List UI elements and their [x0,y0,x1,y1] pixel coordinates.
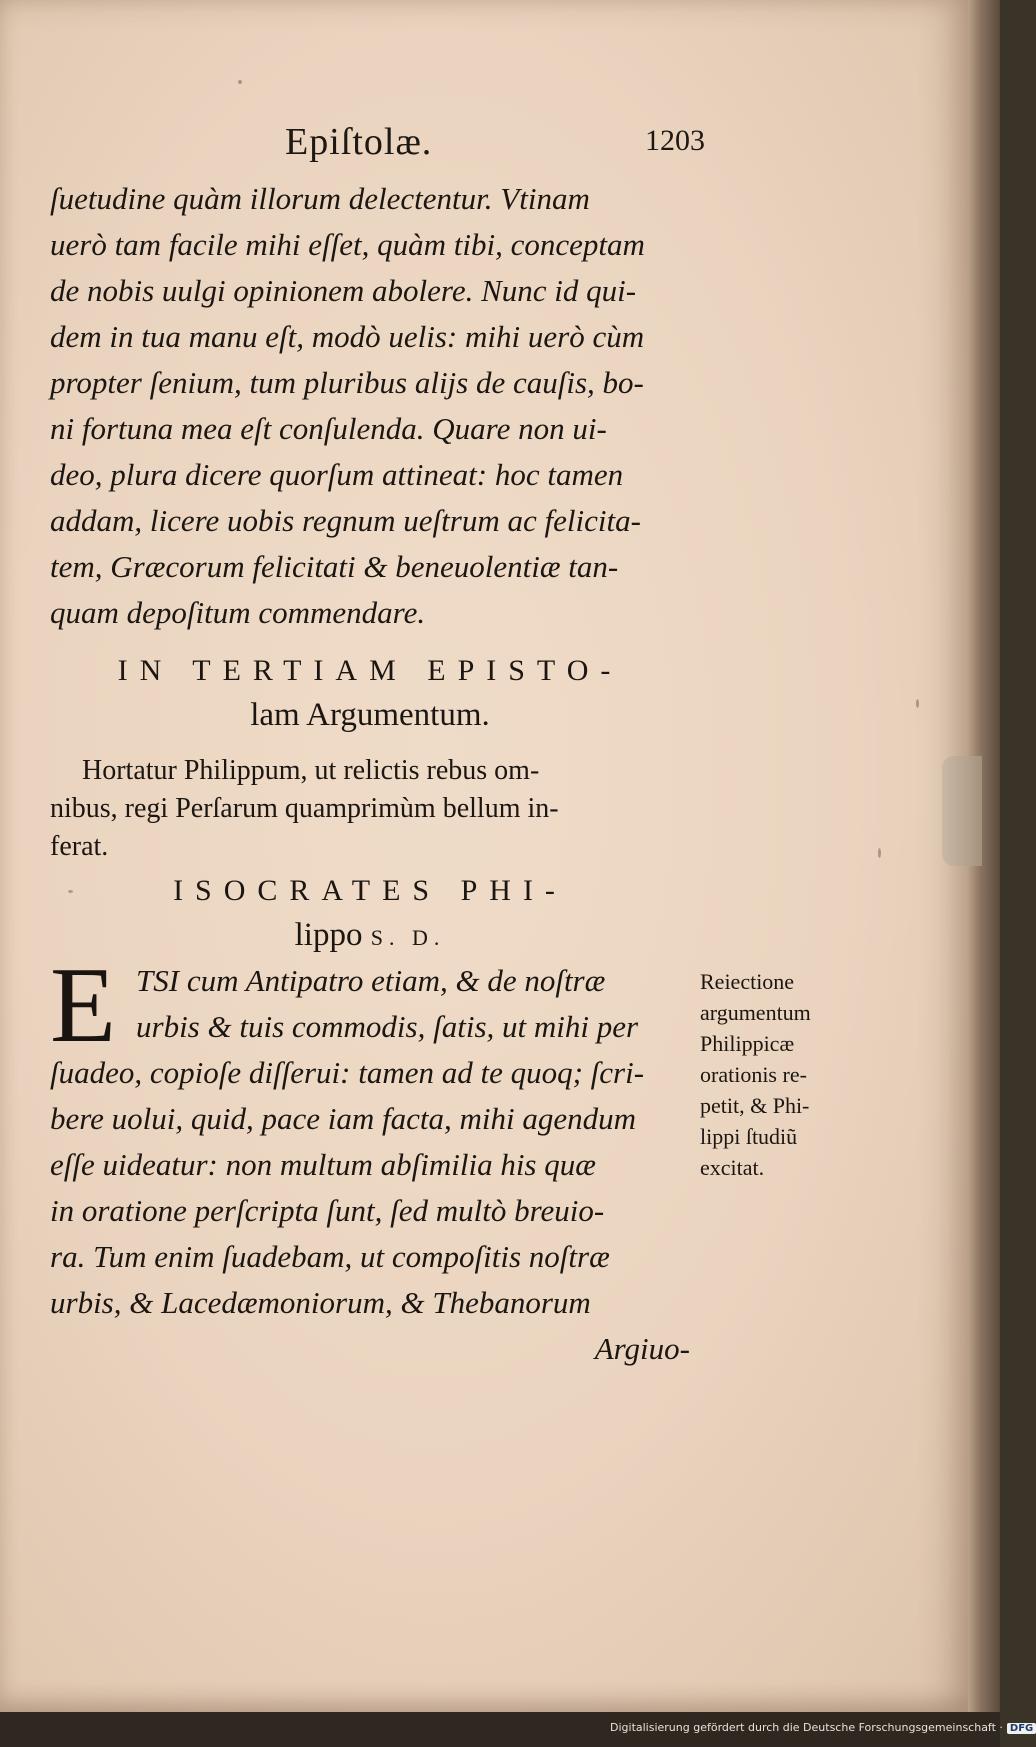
text-line: in oratione perſcripta ſunt, ſed multò breuio- [50,1193,605,1228]
text-line: uerò tam facile mihi eſſet, quàm tibi, conceptam [50,227,645,262]
text-line: deo, plura dicere quorſum attineat: hoc tamen [50,457,624,492]
text-line: ſuadeo, copioſe diſſerui: tamen ad te quoq; ſcri- [50,1055,645,1090]
marginal-note-line: petit, & Phi- [700,1093,810,1118]
text-line: ſuetudine quàm illorum delectentur. Vtinam [50,181,590,216]
text-line: TSI cum Antipatro etiam, & de noſtræ [136,963,606,998]
text-line: ra. Tum enim ſuadebam, ut compoſitis noſtræ [50,1239,610,1274]
text-line: propter ſenium, tum pluribus alijs de cauſis, bo- [50,365,644,400]
digitization-credit [610,1721,1034,1734]
marginal-note-line: excitat. [700,1155,765,1180]
page-number: 1203 [645,124,705,157]
argument-heading-line1: IN TERTIAM EPISTO- [117,654,623,687]
running-head: Epiſtolæ. [285,121,433,163]
page-header [285,120,705,170]
text-line: bere uolui, quid, pace iam facta, mihi agendum [50,1101,637,1136]
drop-cap: E [50,946,116,1065]
text-line: urbis, & Lacedæmoniorum, & Thebanorum [50,1285,591,1320]
argument-line: nibus, regi Perſarum quamprimùm bellum in- [50,793,559,824]
argument-summary [50,752,690,866]
paper-speck [916,699,919,708]
argument-heading [50,650,690,738]
catchword: Argiuo- [594,1331,690,1366]
letter-text-block [50,946,690,1372]
letter-heading-line2 [50,912,690,961]
text-line: eſſe uideatur: non multum abſimilia his quæ [50,1147,596,1182]
text-line: de nobis uulgi opinionem abolere. Nunc id qui- [50,273,637,308]
text-line: ni fortuna mea eſt conſulenda. Quare non ui- [50,411,607,446]
text-line: urbis & tuis commodis, ſatis, ut mihi per [136,1009,639,1044]
paper-speck [878,848,881,858]
text-line: dem in tua manu eſt, modò uelis: mihi uerò cùm [50,319,645,354]
marginal-note-line: argumentum [700,1000,811,1025]
marginal-note-line: Reiectione [700,969,795,994]
argument-line: ferat. [50,831,109,862]
letter-heading-addressee: lippo [294,917,363,953]
letter-heading-line1: ISOCRATES PHI- [173,874,567,907]
paper-speck [238,80,242,84]
letter-heading-salutation: S. D. [370,925,446,950]
page-marker-tab [942,756,982,866]
credit-text: Digitalisierung gefördert durch die Deutsche Forschungsgemeinschaft · [610,1721,1003,1734]
dfg-logo: DFG [1007,1723,1036,1734]
text-line: quam depoſitum commendare. [50,595,426,630]
body-text-block [50,176,690,636]
text-line: tem, Græcorum felicitati & beneuolentiæ tan- [50,549,619,584]
marginal-note-line: orationis re- [700,1062,807,1087]
marginal-note [700,966,870,1183]
marginal-note-line: Philippicæ [700,1031,795,1056]
text-line: addam, licere uobis regnum ueſtrum ac felicita- [50,503,641,538]
argument-heading-line2: lam Argumentum. [250,697,490,733]
marginal-note-line: lippi ſtudiũ [700,1124,798,1149]
argument-line: Hortatur Philippum, ut relictis rebus om- [82,755,540,786]
letter-heading [50,870,690,961]
